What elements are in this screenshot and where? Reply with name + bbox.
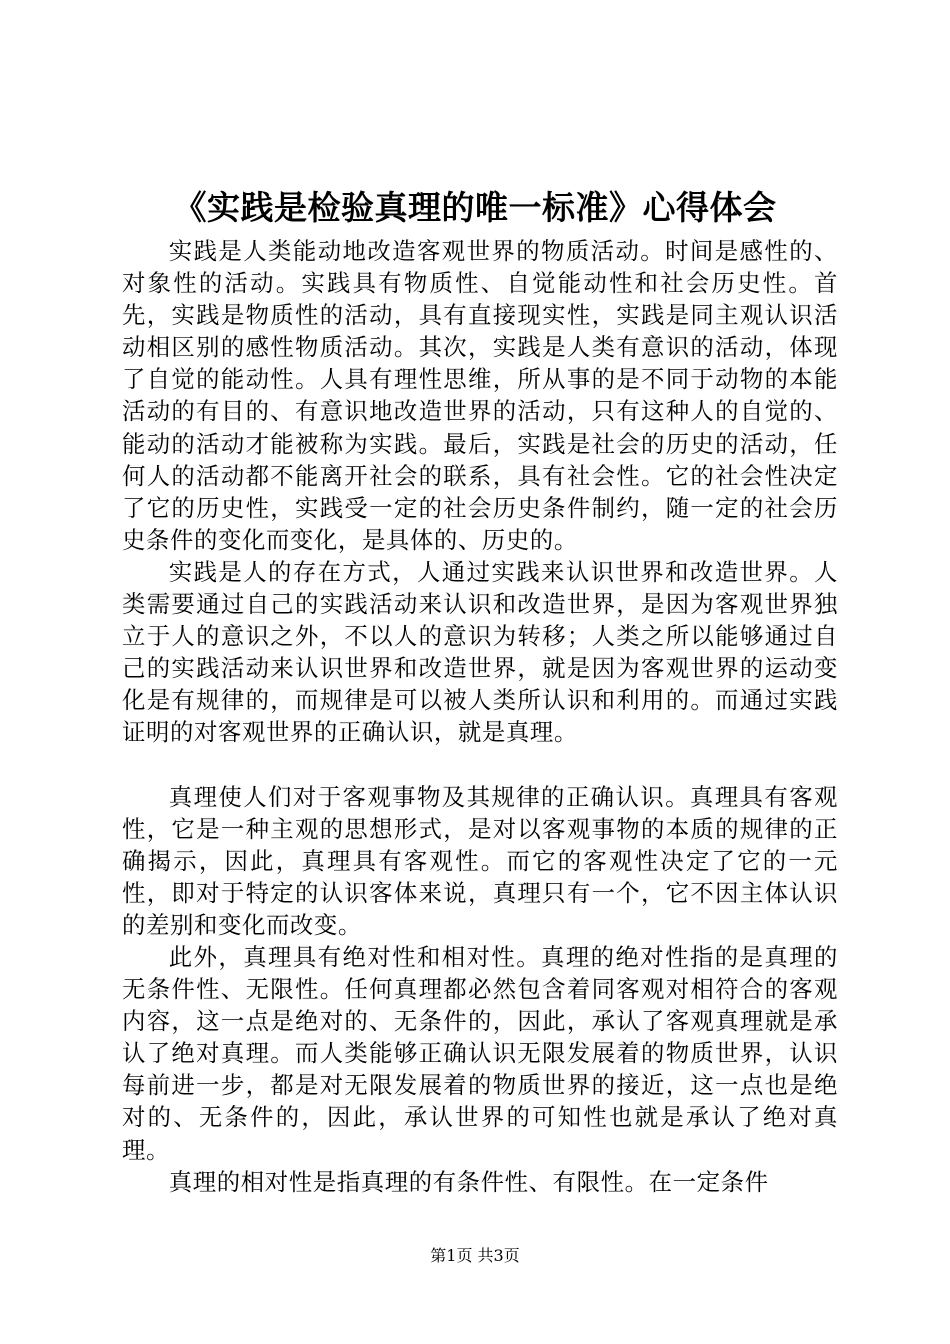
paragraph: 此外，真理具有绝对性和相对性。真理的绝对性指的是真理的无条件性、无限性。任何真理都必然包含着同客观对相符合的客观内容，这一点是绝对的、无条件的，因此，承认了客观真理就是承认了绝对真理。而人类能够正确认识无限发展着的物质世界，认识每前进一步，都是对无限发展着的物质世界的接近，这一点也是绝对的、无条件的，因此，承认世界的可知性也就是承认了绝对真理。 — [122, 942, 838, 1164]
page-number-footer: 第1页 共3页 — [430, 1246, 520, 1265]
paragraph: 真理的相对性是指真理的有条件性、有限性。在一定条件 — [168, 1167, 769, 1196]
paragraph: 实践是人的存在方式，人通过实践来认识世界和改造世界。人类需要通过自己的实践活动来认识和改造世界，是因为客观世界独立于人的意识之外，不以人的意识为转移；人类之所以能够通过自己的实践活动来认识世界和改造世界，就是因为客观世界的运动变化是有规律的，而规律是可以被人类所认识和利用的。而通过实践证明的对客观世界的正确认识，就是真理。 — [122, 557, 838, 747]
document-body — [122, 235, 838, 1198]
document-title: 《实践是检验真理的唯一标准》心得体会 — [173, 188, 777, 227]
paragraph: 实践是人类能动地改造客观世界的物质活动。时间是感性的、对象性的活动。实践具有物质性、自觉能动性和社会历史性。首先，实践是物质性的活动，具有直接现实性，实践是同主观认识活动相区别的感性物质活动。其次，实践是人类有意识的活动，体现了自觉的能动性。人具有理性思维，所从事的是不同于动物的本能活动的有目的、有意识地改造世界的活动，只有这种人的自觉的、能动的活动才能被称为实践。最后，实践是社会的历史的活动，任何人的活动都不能离开社会的联系，具有社会性。它的社会性决定了它的历史性，实践受一定的社会历史条件制约，随一定的社会历史条件的变化而变化，是具体的、历史的。 — [122, 237, 838, 554]
paragraph: 真理使人们对于客观事物及其规律的正确认识。真理具有客观性，它是一种主观的思想形式，是对以客观事物的本质的规律的正确揭示，因此，真理具有客观性。而它的客观性决定了它的一元性，即对于特定的认识客体来说，真理只有一个，它不因主体认识的差别和变化而改变。 — [122, 782, 838, 939]
